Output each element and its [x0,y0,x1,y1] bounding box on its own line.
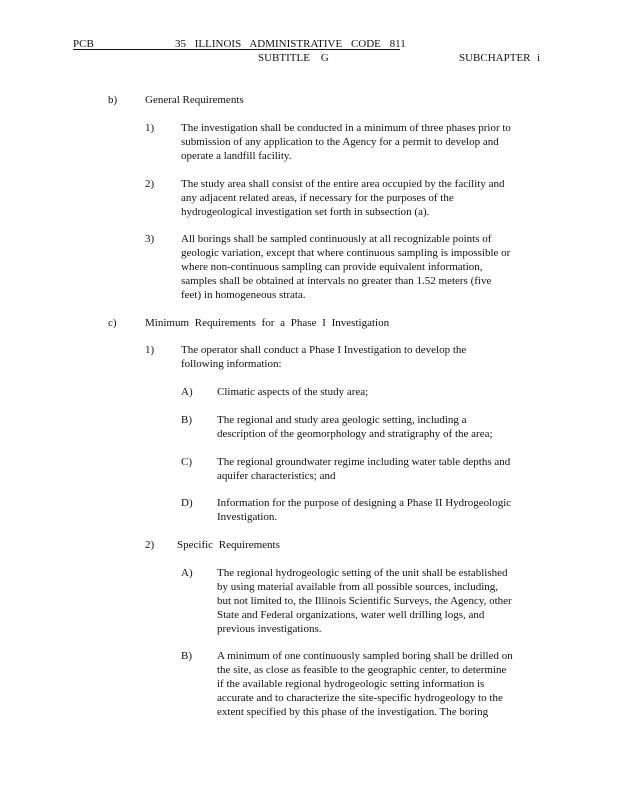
text-line: Climatic aspects of the study area; [217,386,369,398]
header-subchapter-letter: i [537,52,541,64]
subitem-c2A-text [217,566,537,636]
text-line: operate a landfill facility. [181,150,292,162]
item-b3-text [181,232,541,302]
text-line: following information: [181,358,282,370]
text-line: feet) in homogeneous strata. [181,289,306,301]
text-line: extent specified by this phase of the investigation. The boring [217,706,489,718]
text-line: where non-continuous sampling can provide equivalent information, [181,261,483,273]
subitem-c1C-label: C) [181,456,192,468]
subitem-c1D-text [217,496,537,524]
item-b2-text [181,177,539,219]
item-c1-text [181,343,501,371]
subitem-c1D-label: D) [181,497,193,509]
section-c-label: c) [108,317,117,329]
item-c2-label: 2) [145,539,155,551]
header-subtitle: SUBTITLE G [258,52,329,64]
header-rule [73,49,400,50]
text-line: The operator shall conduct a Phase I Investigation to develop the [181,344,467,356]
text-line: by using material available from all possible sources, including, [217,581,499,593]
subitem-c2B-label: B) [181,650,192,662]
text-line: The regional groundwater regime including water table depths and [217,456,511,468]
header-code-title: 35 ILLINOIS ADMINISTRATIVE CODE 811 [175,38,406,50]
text-line: Investigation. [217,511,278,523]
header-agency: PCB [73,38,94,50]
item-b3-label: 3) [145,233,155,245]
subitem-c1A-text [217,385,537,399]
text-line: samples shall be obtained at intervals no greater than 1.52 meters (five [181,275,492,287]
subitem-c2B-text [217,649,542,719]
subitem-c1B-text [217,413,537,441]
text-line: description of the geomorphology and stratigraphy of the area; [217,428,493,440]
item-c2-title: Specific Requirements [177,539,280,551]
subitem-c1B-label: B) [181,414,192,426]
item-b1-label: 1) [145,122,155,134]
section-b-label: b) [108,94,118,106]
text-line: The regional hydrogeologic setting of the unit shall be established [217,567,508,579]
subitem-c1A-label: A) [181,386,193,398]
text-line: The regional and study area geologic setting, including a [217,414,467,426]
text-line: previous investigations. [217,623,322,635]
text-line: hydrogeological investigation set forth in subsection (a). [181,206,430,218]
text-line: the site, as close as feasible to the geographic center, to determine [217,664,507,676]
text-line: submission of any application to the Agency for a permit to develop and [181,136,499,148]
item-b1-text [181,121,539,163]
text-line: but not limited to, the Illinois Scientific Surveys, the Agency, other [217,595,512,607]
text-line: accurate and to characterize the site-specific hydrogeology to the [217,692,503,704]
subitem-c2A-label: A) [181,567,193,579]
item-c1-label: 1) [145,344,155,356]
text-line: geologic variation, except that where continuous sampling is impossible or [181,247,511,259]
subitem-c1C-text [217,455,537,483]
text-line: any adjacent related areas, if necessary for the purposes of the [181,192,454,204]
item-b2-label: 2) [145,178,155,190]
header-subchapter: SUBCHAPTER [459,52,531,64]
text-line: All borings shall be sampled continuously at all recognizable points of [181,233,492,245]
text-line: aquifer characteristics; and [217,470,336,482]
section-b-title: General Requirements [145,94,244,106]
text-line: A minimum of one continuously sampled boring shall be drilled on [217,650,513,662]
text-line: State and Federal organizations, water well drilling logs, and [217,609,485,621]
section-c-title: Minimum Requirements for a Phase I Investigation [145,317,390,329]
text-line: The study area shall consist of the entire area occupied by the facility and [181,178,505,190]
text-line: Information for the purpose of designing a Phase II Hydrogeologic [217,497,512,509]
text-line: if the available regional hydrogeologic setting information is [217,678,485,690]
text-line: The investigation shall be conducted in a minimum of three phases prior to [181,122,511,134]
